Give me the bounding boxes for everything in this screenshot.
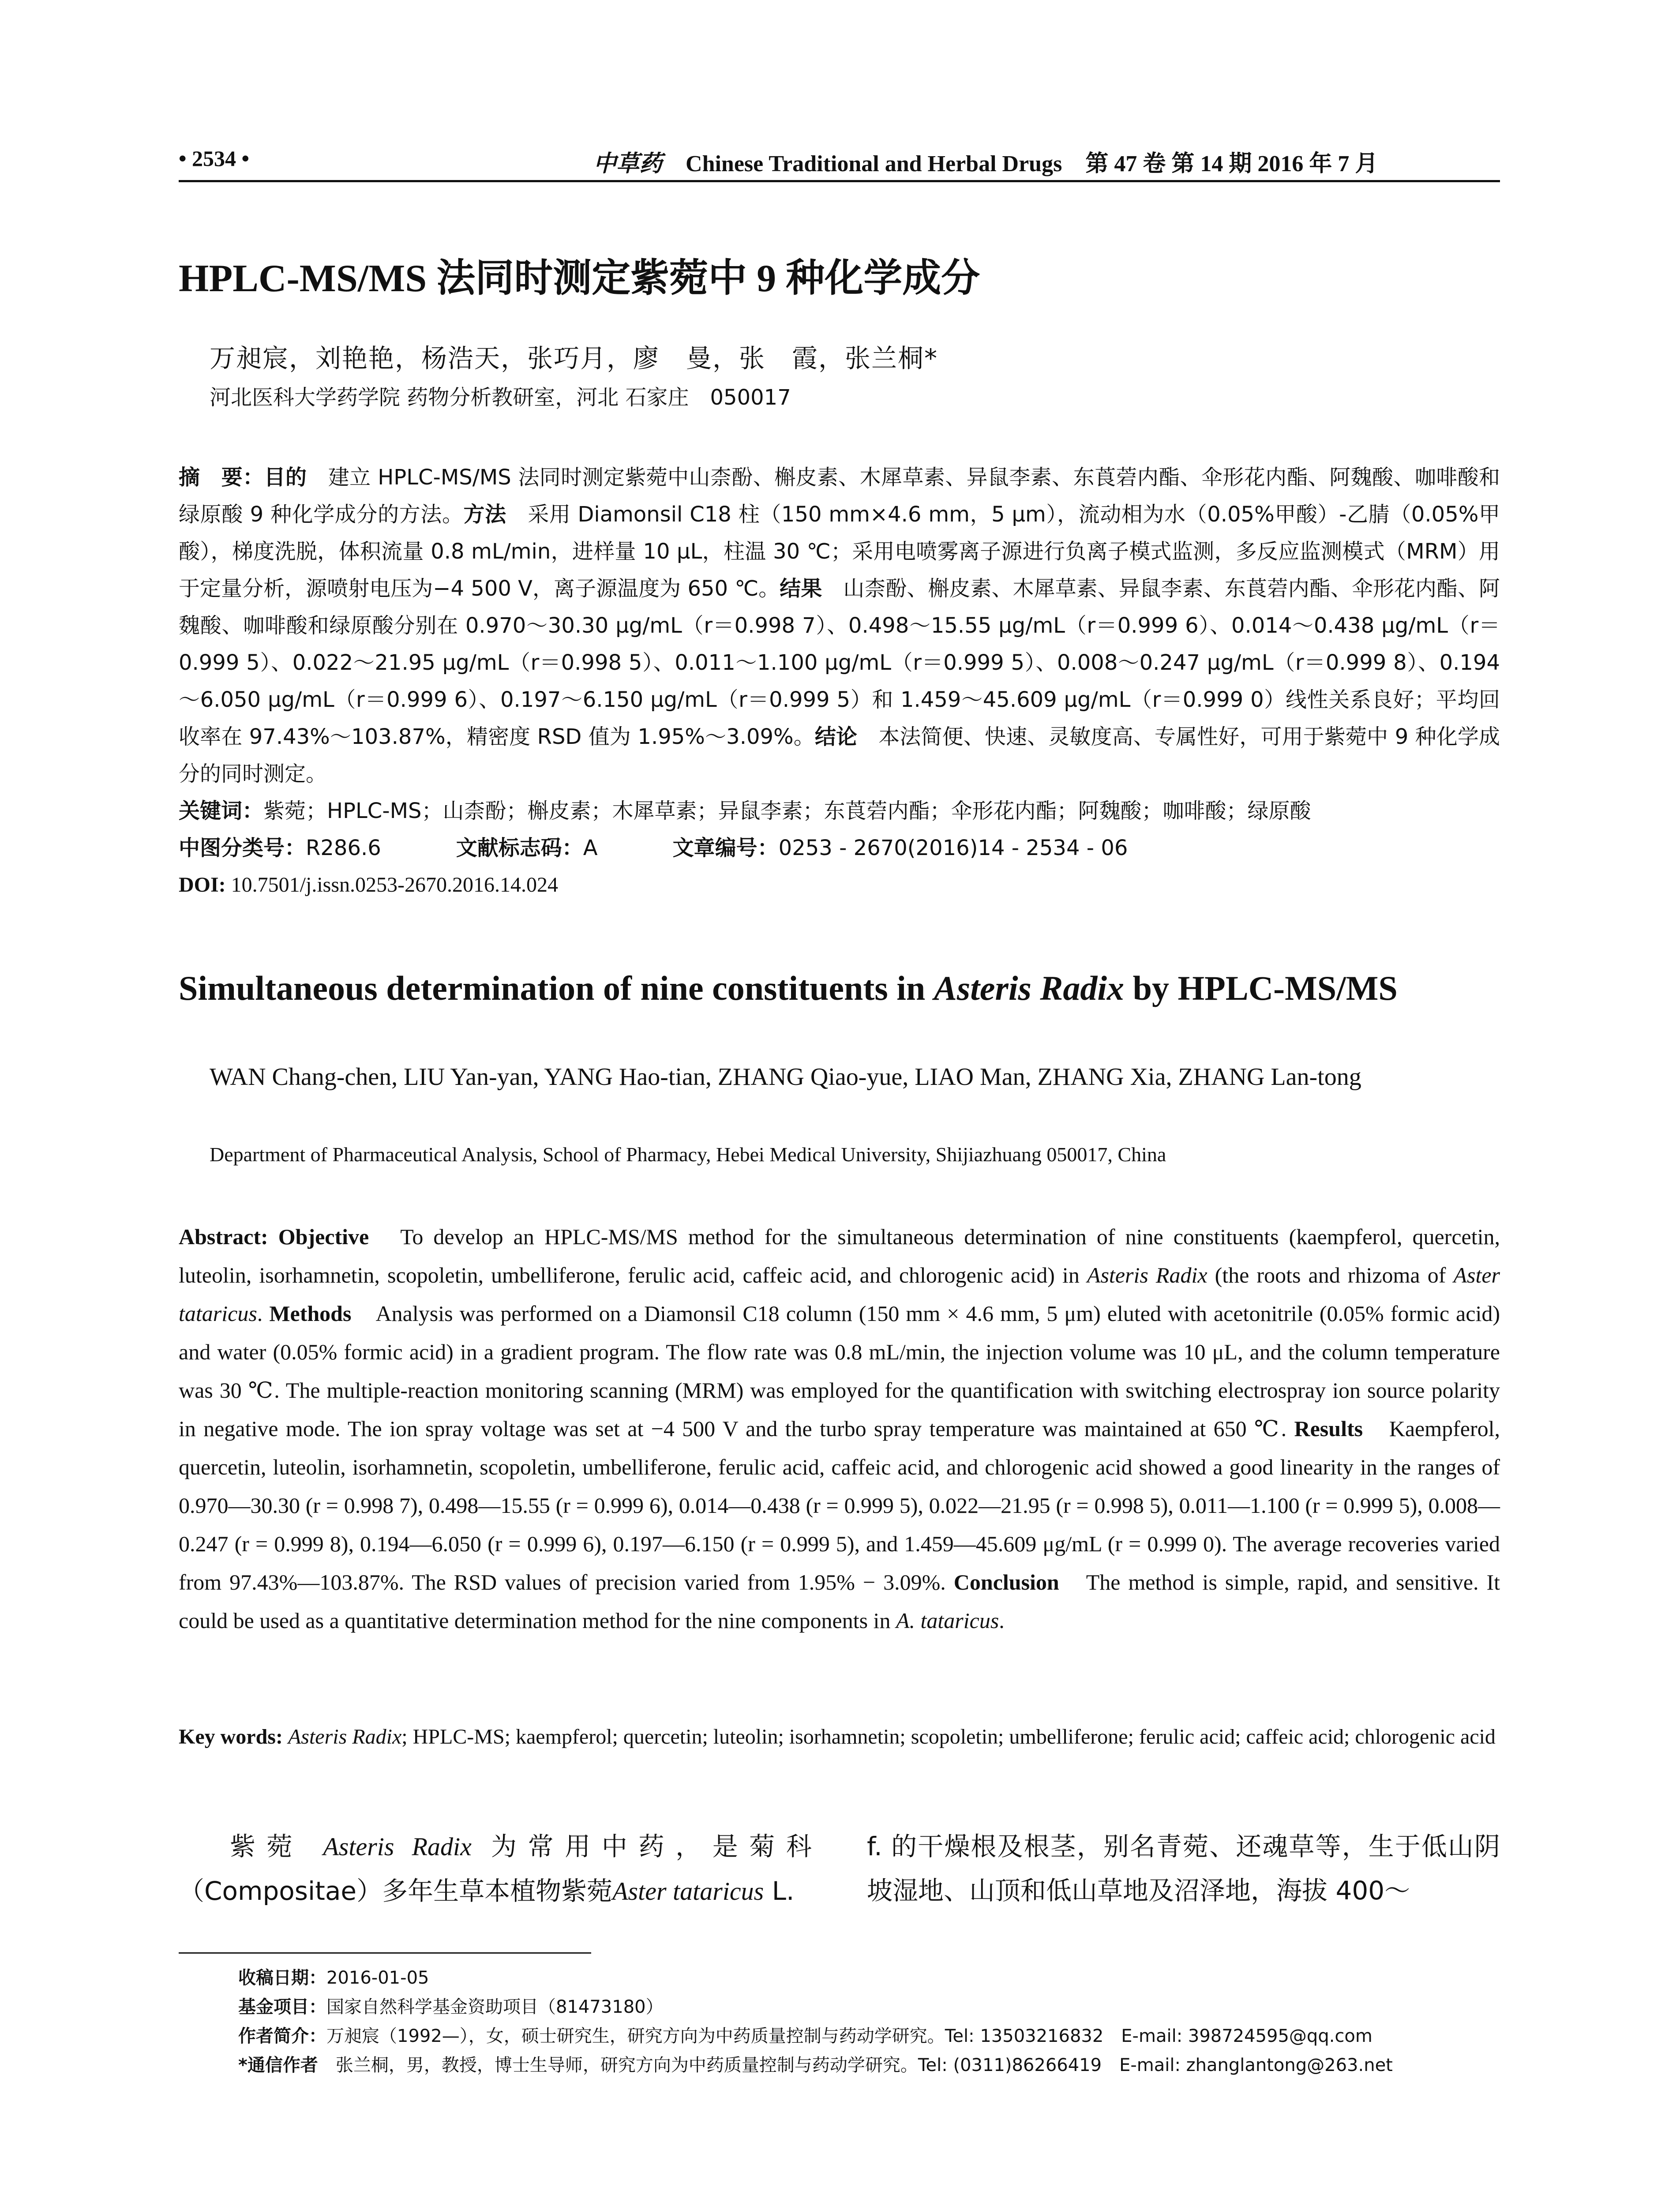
- body-column-right: f. 的干燥根及根茎，别名青菀、还魂草等，生于低山阴坡湿地、山顶和低山草地及沼泽地，海拔 400～: [867, 1831, 1500, 1906]
- abstract-cn-label: 摘 要：: [179, 465, 264, 490]
- footnote-text: 2016-01-05: [326, 1968, 429, 1988]
- journal-name-cn: 中草药: [593, 151, 663, 176]
- title-en: [179, 968, 1500, 1008]
- body-text: 为常用中药，是菊科（Compositae）多年生草本植物紫菀: [179, 1831, 812, 1906]
- body-column-left: [179, 1824, 812, 1913]
- abstract-en-methods-label: Methods: [262, 1301, 352, 1326]
- keywords-en-label: Key words:: [179, 1725, 288, 1748]
- title-en-part: by HPLC-MS/MS: [1124, 969, 1398, 1007]
- keywords-en: [179, 1718, 1500, 1756]
- journal-name: [593, 145, 1378, 178]
- abstract-en-conclusion-label: Conclusion: [945, 1570, 1059, 1594]
- clc-value: R286.6: [306, 836, 381, 860]
- body-italic: Asteris Radix: [323, 1832, 472, 1861]
- running-header: [179, 140, 1500, 182]
- authors-cn: 万昶宸，刘艳艳，杨浩天，张巧月，廖 曼，张 霞，张兰桐*: [210, 343, 938, 373]
- footnote-label: 基金项目：: [238, 1997, 326, 2017]
- footnote-author: [238, 2022, 1500, 2051]
- doi-value: 10.7501/j.issn.0253-2670.2016.14.024: [225, 873, 559, 897]
- body-text: L.: [764, 1876, 795, 1906]
- article-number-value: 0253 - 2670(2016)14 - 2534 - 06: [778, 836, 1128, 860]
- footnote-label: 收稿日期：: [238, 1968, 326, 1988]
- affiliation-en: Department of Pharmaceutical Analysis, School of Pharmacy, Hebei Medical University, Shijiazhuang 050017, China: [210, 1143, 1166, 1166]
- page-number: • 2534 •: [179, 146, 250, 171]
- abstract-en-label: Abstract: Objective: [179, 1224, 369, 1249]
- footnote-text: 国家自然科学基金资助项目（81473180）: [326, 1997, 664, 2017]
- title-en-italic: Asteris Radix: [934, 969, 1125, 1007]
- abstract-cn-methods-label: 方法: [463, 502, 506, 527]
- abstract-en-italic: Asteris Radix: [1087, 1263, 1208, 1287]
- footnote-label: *通信作者: [238, 2055, 318, 2075]
- doc-code-label: 文献标志码：: [456, 836, 583, 860]
- footnote-text: 万昶宸（1992—），女，硕士研究生，研究方向为中药质量控制与药动学研究。Tel: 13503216832 E-mail: 398724595@qq.com: [326, 2026, 1372, 2046]
- footnote-received: [238, 1963, 1500, 1992]
- abstract-en-conclusion: .: [999, 1608, 1005, 1633]
- keywords-cn-text: 紫菀；HPLC-MS；山柰酚；槲皮素；木犀草素；异鼠李素；东莨菪内酯；伞形花内酯；阿魏酸；咖啡酸；绿原酸: [263, 799, 1311, 823]
- abstract-cn-objective: 建立 HPLC-MS/MS 法同时测定紫菀中山柰酚、槲皮素、木犀草素、异鼠李素、东莨菪内酯、伞形花内酯、阿魏酸、咖啡酸和绿原酸 9 种化学成分的方法。: [179, 465, 1500, 527]
- abstract-en-objective: To develop an HPLC-MS/MS method for the simultaneous determination of nine constituents (kaempferol, quercetin, luteolin, isorhamnetin, scopoletin, umbelliferone, ferulic acid, caffeic acid, and chlorogenic acid) in: [179, 1224, 1500, 1287]
- title-en-part: Simultaneous determination of nine constituents in: [179, 969, 934, 1007]
- title-cn: HPLC-MS/MS 法同时测定紫菀中 9 种化学成分: [179, 257, 980, 300]
- abstract-cn-results-label: 结果: [780, 576, 822, 601]
- article-number-label: 文章编号：: [672, 836, 779, 860]
- keywords-en-italic: Asteris Radix: [288, 1725, 402, 1748]
- classification-line: [179, 829, 1500, 867]
- abstract-en-results-label: Results: [1286, 1416, 1363, 1441]
- doc-code-value: A: [583, 836, 598, 860]
- keywords-en-text: ; HPLC-MS; kaempferol; quercetin; luteolin; isorhamnetin; scopoletin; umbelliferone; ferulic acid; caffeic acid; chlorogenic acid: [401, 1725, 1496, 1748]
- abstract-cn-conclusion: 本法简便、快速、灵敏度高、专属性好，可用于紫菀中 9 种化学成分的同时测定。: [179, 724, 1500, 786]
- abstract-cn-objective-label: 目的: [264, 465, 307, 490]
- abstract-cn: [179, 459, 1500, 904]
- doi-line: [179, 867, 1500, 904]
- affiliation-cn: 河北医科大学药学院 药物分析教研室，河北 石家庄 050017: [210, 385, 791, 410]
- abstract-en-conclusion: The method is simple, rapid, and sensitive. It could be used as a quantitative determination method for the nine components in: [179, 1570, 1500, 1633]
- footnote-corresponding: [238, 2051, 1500, 2080]
- abstract-en-results: Kaempferol, quercetin, luteolin, isorhamnetin, scopoletin, umbelliferone, ferulic acid, caffeic acid, and chlorogenic acid showed a good linearity in the ranges of 0.970—30.30 (r = 0.998 7), 0.498—15.55 (r = 0.999 6), 0.014—0.438 (r = 0.999 5), 0.022—21.95 (r = 0.998 5), 0.011—1.100 (r = 0.999 5), 0.008—0.247 (r = 0.999 8), 0.194—6.050 (r = 0.999 6), 0.197—6.150 (r = 0.999 5), and 1.459—45.609 μg/mL (r = 0.999 0). The average recoveries varied from 97.43%—103.87%. The RSD values of precision varied from 1.95% − 3.09%.: [179, 1416, 1500, 1594]
- journal-name-en: Chinese Traditional and Herbal Drugs: [686, 151, 1062, 176]
- keywords-cn: [179, 792, 1500, 829]
- abstract-en-objective: (the roots and rhizoma of: [1207, 1263, 1454, 1287]
- abstract-en-objective: .: [257, 1301, 263, 1326]
- clc-label: 中图分类号：: [179, 836, 306, 860]
- abstract-en: [179, 1218, 1500, 1640]
- abstract-en-methods: Analysis was performed on a Diamonsil C18 column (150 mm × 4.6 mm, 5 μm) eluted with acetonitrile (0.05% formic acid) and water (0.05% formic acid) in a gradient program. The flow rate was 0.8 mL/min, the injection volume was 10 μL, and the column temperature was 30 ℃. The multiple-reaction monitoring scanning (MRM) was employed for the quantification with switching electrospray ion source polarity in negative mode. The ion spray voltage was set at −4 500 V and the turbo spray temperature was maintained at 650 ℃.: [179, 1301, 1500, 1441]
- abstract-cn-conclusion-label: 结论: [814, 724, 858, 749]
- body-text: 紫菀: [230, 1831, 323, 1861]
- authors-en: WAN Chang-chen, LIU Yan-yan, YANG Hao-tian, ZHANG Qiao-yue, LIAO Man, ZHANG Xia, ZHANG Lan-tong: [210, 1063, 1361, 1091]
- abstract-en-italic: Aster tataricus: [179, 1263, 1500, 1326]
- body-italic: Aster tataricus: [612, 1877, 764, 1906]
- footnote-label: 作者简介：: [238, 2026, 326, 2046]
- abstract-cn-results: 山柰酚、槲皮素、木犀草素、异鼠李素、东莨菪内酯、伞形花内酯、阿魏酸、咖啡酸和绿原酸分别在 0.970～30.30 μg/mL（r＝0.998 7）、0.498～15.55 μg/mL（r＝0.999 6）、0.014～0.438 μg/mL（r＝0.999 5）、0.022～21.95 μg/mL（r＝0.998 5）、0.011～1.100 μg/mL（r＝0.999 5）、0.008～0.247 μg/mL（r＝0.999 8）、0.194～6.050 μg/mL（r＝0.999 6）、0.197～6.150 μg/mL（r＝0.999 5）和 1.459～45.609 μg/mL（r＝0.999 0）线性关系良好；平均回收率在 97.43%～103.87%，精密度 RSD 值为 1.95%～3.09%。: [179, 576, 1500, 749]
- doi-label: DOI:: [179, 873, 226, 897]
- journal-issue: 第 47 卷 第 14 期 2016 年 7 月: [1085, 151, 1378, 176]
- footnotes: [238, 1963, 1500, 2080]
- abstract-en-italic: A. tataricus: [896, 1608, 999, 1633]
- abstract-cn-methods: 采用 Diamonsil C18 柱（150 mm×4.6 mm，5 μm），流动相为水（0.05%甲酸）-乙腈（0.05%甲酸），梯度洗脱，体积流量 0.8 mL/min，进样量 10 μL，柱温 30 ℃；采用电喷雾离子源进行负离子模式监测，多反应监测模式（MRM）用于定量分析，源喷射电压为−4 500 V，离子源温度为 650 ℃。: [179, 502, 1500, 601]
- footnote-text: 张兰桐，男，教授，博士生导师，研究方向为中药质量控制与药动学研究。Tel: (0311)86266419 E-mail: zhanglantong@263.net: [318, 2055, 1393, 2075]
- footnote-divider: [179, 1952, 591, 1954]
- footnote-fund: [238, 1992, 1500, 2022]
- keywords-cn-label: 关键词：: [179, 799, 264, 823]
